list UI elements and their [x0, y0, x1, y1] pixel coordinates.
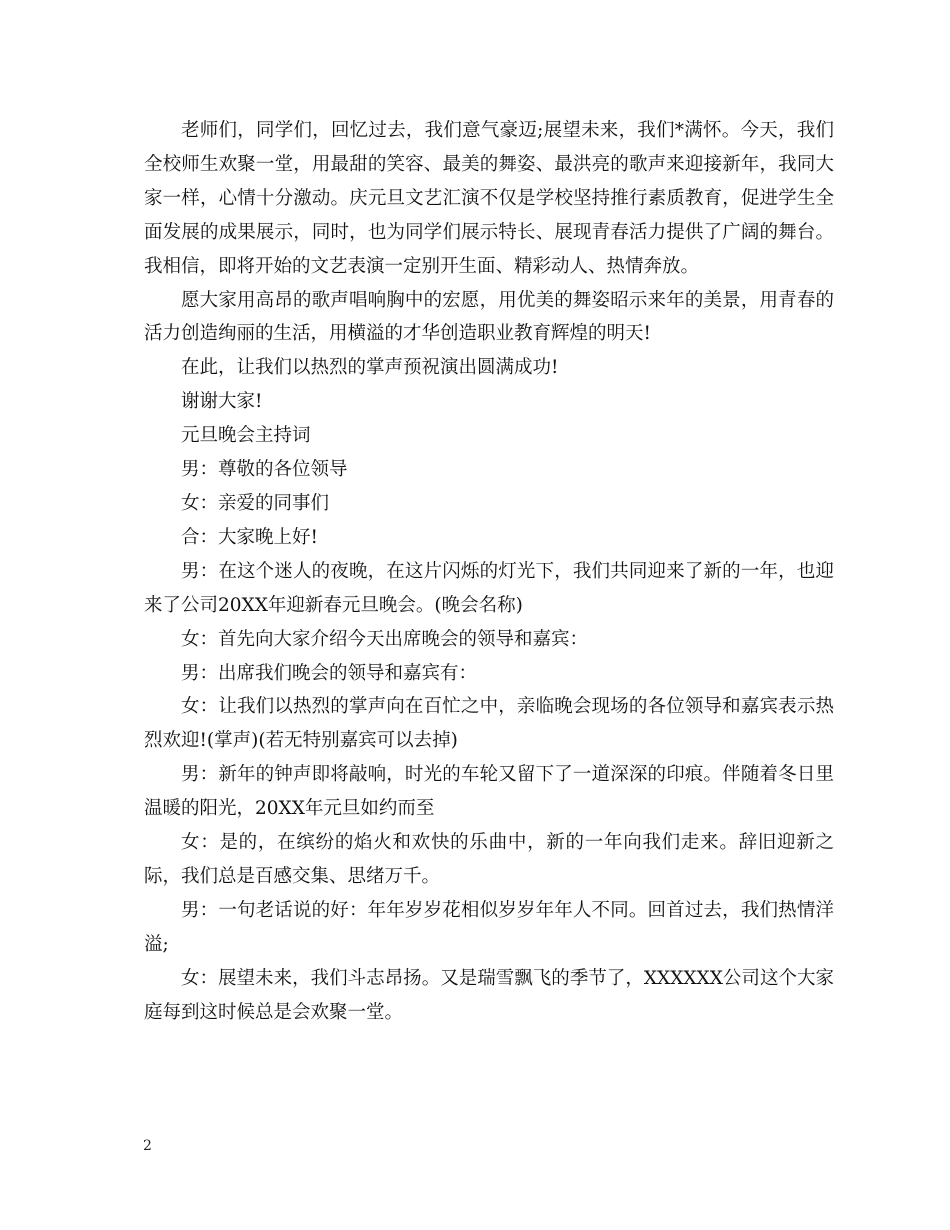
- paragraph: 谢谢大家!: [181, 391, 263, 413]
- dialogue-line: 女：是的，在缤纷的焰火和欢快的乐曲中，新的一年向我们走来。辞旧迎新之际，我们总是百感交集、思绪万千。: [144, 832, 834, 887]
- dialogue-line: 女：首先向大家介绍今天出席晚会的领导和嘉宾：: [181, 628, 589, 650]
- paragraph: 老师们，同学们，回忆过去，我们意气豪迈;展望未来，我们*满怀。今天，我们全校师生欢聚一堂，用最甜的笑容、最美的舞姿、最洪亮的歌声来迎接新年，我同大家一样，心情十分激动。庆元旦文艺汇演不仅是学校坚持推行素质教育，促进学生全面发展的成果展示，同时，也为同学们展示特长、展现青春活力提供了广阔的舞台。我相信，即将开始的文艺表演一定别开生面、精彩动人、热情奔放。: [144, 120, 834, 277]
- dialogue-line: 女：让我们以热烈的掌声向在百忙之中，亲临晚会现场的各位领导和嘉宾表示热烈欢迎!(掌声)(若无特别嘉宾可以去掉): [144, 696, 834, 752]
- dialogue-line: 男：新年的钟声即将敲响，时光的车轮又留下了一道深深的印痕。伴随着冬日里温暖的阳光，20XX年元旦如约而至: [144, 764, 834, 820]
- page-number: 2: [143, 1138, 152, 1154]
- dialogue-line: 男：一句老话说的好：年年岁岁花相似岁岁年年人不同。回首过去，我们热情洋溢;: [144, 899, 834, 955]
- paragraph: 愿大家用高昂的歌声唱响胸中的宏愿，用优美的舞姿昭示来年的美景，用青春的活力创造绚丽的生活，用横溢的才华创造职业教育辉煌的明天!: [144, 289, 834, 345]
- dialogue-line: 合：大家晚上好!: [181, 526, 318, 548]
- dialogue-line: 男：出席我们晚会的领导和嘉宾有：: [181, 662, 478, 684]
- dialogue-line: 男：在这个迷人的夜晚，在这片闪烁的灯光下，我们共同迎来了新的一年，也迎来了公司20XX年迎新春元旦晚会。(晚会名称): [144, 560, 834, 616]
- section-title: 元旦晚会主持词: [181, 425, 311, 447]
- paragraph: 在此，让我们以热烈的掌声预祝演出圆满成功!: [181, 357, 559, 379]
- dialogue-line: 男：尊敬的各位领导: [181, 459, 348, 481]
- dialogue-line: 女：亲爱的同事们: [181, 492, 330, 514]
- document-body: [144, 114, 834, 1029]
- dialogue-line: 女：展望未来，我们斗志昂扬。又是瑞雪飘飞的季节了，XXXXXX公司这个大家庭每到这时候总是会欢聚一堂。: [144, 967, 834, 1023]
